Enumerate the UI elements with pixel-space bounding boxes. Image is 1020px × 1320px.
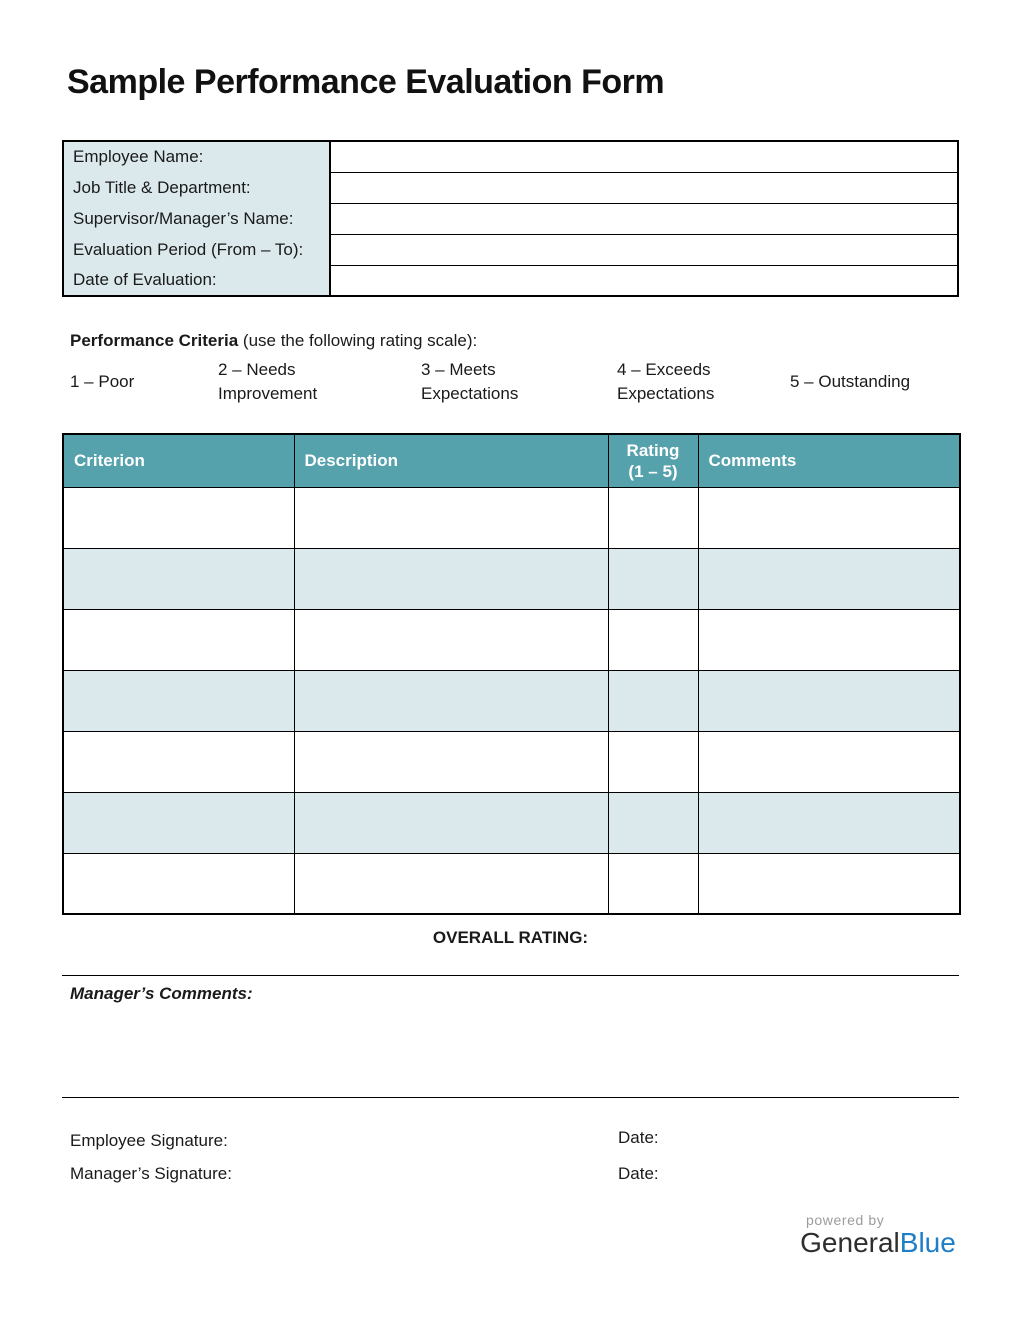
- description-cell[interactable]: [294, 548, 608, 609]
- criterion-cell[interactable]: [63, 731, 294, 792]
- comments-cell[interactable]: [698, 609, 960, 670]
- criteria-row: [63, 853, 960, 914]
- rating-cell[interactable]: [608, 731, 698, 792]
- manager-date-label: Date:: [618, 1164, 659, 1183]
- criteria-row: [63, 548, 960, 609]
- criterion-cell[interactable]: [63, 853, 294, 914]
- comments-cell[interactable]: [698, 731, 960, 792]
- job-title-department-field[interactable]: [330, 172, 958, 203]
- description-cell[interactable]: [294, 792, 608, 853]
- evaluation-period-field[interactable]: [330, 234, 958, 265]
- supervisor-name-label: Supervisor/Manager’s Name:: [63, 203, 330, 234]
- info-row: [63, 141, 958, 172]
- scale-item-poor: 1 – Poor: [70, 371, 135, 391]
- rating-cell[interactable]: [608, 609, 698, 670]
- scale-item-exceeds-expectations: 4 – Exceeds Expectations: [617, 359, 715, 403]
- rating-cell[interactable]: [608, 548, 698, 609]
- description-column-header: Description: [294, 434, 608, 487]
- comments-cell[interactable]: [698, 670, 960, 731]
- criteria-table-header-row: [63, 434, 960, 487]
- manager-signature-label: Manager’s Signature:: [70, 1164, 232, 1183]
- criterion-column-header: Criterion: [63, 434, 294, 487]
- info-row: [63, 265, 958, 296]
- manager-comments-label: Manager’s Comments:: [70, 984, 253, 1003]
- evaluation-period-label: Evaluation Period (From – To):: [63, 234, 330, 265]
- general-blue-logo: [797, 1212, 959, 1259]
- criteria-row: [63, 731, 960, 792]
- criteria-row: [63, 487, 960, 548]
- comments-cell[interactable]: [698, 853, 960, 914]
- criterion-cell[interactable]: [63, 487, 294, 548]
- employee-name-field[interactable]: [330, 141, 958, 172]
- scale-item-meets-expectations: 3 – Meets Expectations: [421, 359, 519, 403]
- criteria-row: [63, 670, 960, 731]
- evaluation-date-field[interactable]: [330, 265, 958, 296]
- info-row: [63, 234, 958, 265]
- comments-cell[interactable]: [698, 792, 960, 853]
- divider-line: [62, 975, 959, 976]
- description-cell[interactable]: [294, 670, 608, 731]
- comments-cell[interactable]: [698, 487, 960, 548]
- performance-criteria-heading-bold: Performance Criteria: [70, 331, 239, 350]
- performance-criteria-heading: [70, 331, 477, 351]
- comments-cell[interactable]: [698, 548, 960, 609]
- criterion-cell[interactable]: [63, 548, 294, 609]
- criteria-table: [62, 433, 961, 915]
- description-cell[interactable]: [294, 609, 608, 670]
- brand-general-text: General: [800, 1227, 900, 1258]
- description-cell[interactable]: [294, 853, 608, 914]
- description-cell[interactable]: [294, 731, 608, 792]
- divider-line: [62, 1097, 959, 1098]
- info-row: [63, 203, 958, 234]
- criteria-row: [63, 609, 960, 670]
- page-title: Sample Performance Evaluation Form: [67, 63, 665, 101]
- employee-date-label: Date:: [618, 1128, 659, 1147]
- description-cell[interactable]: [294, 487, 608, 548]
- manager-comments-area[interactable]: [62, 1010, 959, 1095]
- rating-cell[interactable]: [608, 853, 698, 914]
- criterion-cell[interactable]: [63, 670, 294, 731]
- criterion-cell[interactable]: [63, 609, 294, 670]
- supervisor-name-field[interactable]: [330, 203, 958, 234]
- comments-column-header: Comments: [698, 434, 960, 487]
- rating-scale: [70, 356, 960, 408]
- powered-by-text: powered by: [806, 1212, 885, 1228]
- scale-item-needs-improvement: 2 – Needs Improvement: [218, 359, 318, 403]
- rating-cell[interactable]: [608, 792, 698, 853]
- criterion-cell[interactable]: [63, 792, 294, 853]
- employee-info-table: [62, 140, 959, 297]
- employee-signature-label: Employee Signature:: [70, 1131, 228, 1150]
- scale-item-outstanding: 5 – Outstanding: [790, 371, 911, 391]
- brand-blue-text: Blue: [899, 1227, 956, 1258]
- overall-rating-label: OVERALL RATING:: [432, 928, 589, 947]
- brand-wordmark: [797, 1228, 959, 1259]
- employee-name-label: Employee Name:: [63, 141, 330, 172]
- rating-column-header: Rating (1 – 5): [608, 434, 698, 487]
- rating-cell[interactable]: [608, 487, 698, 548]
- performance-criteria-heading-rest: (use the following rating scale):: [238, 331, 478, 350]
- job-title-department-label: Job Title & Department:: [63, 172, 330, 203]
- criteria-row: [63, 792, 960, 853]
- evaluation-date-label: Date of Evaluation:: [63, 265, 330, 296]
- info-row: [63, 172, 958, 203]
- rating-cell[interactable]: [608, 670, 698, 731]
- criteria-table-body: [63, 487, 960, 914]
